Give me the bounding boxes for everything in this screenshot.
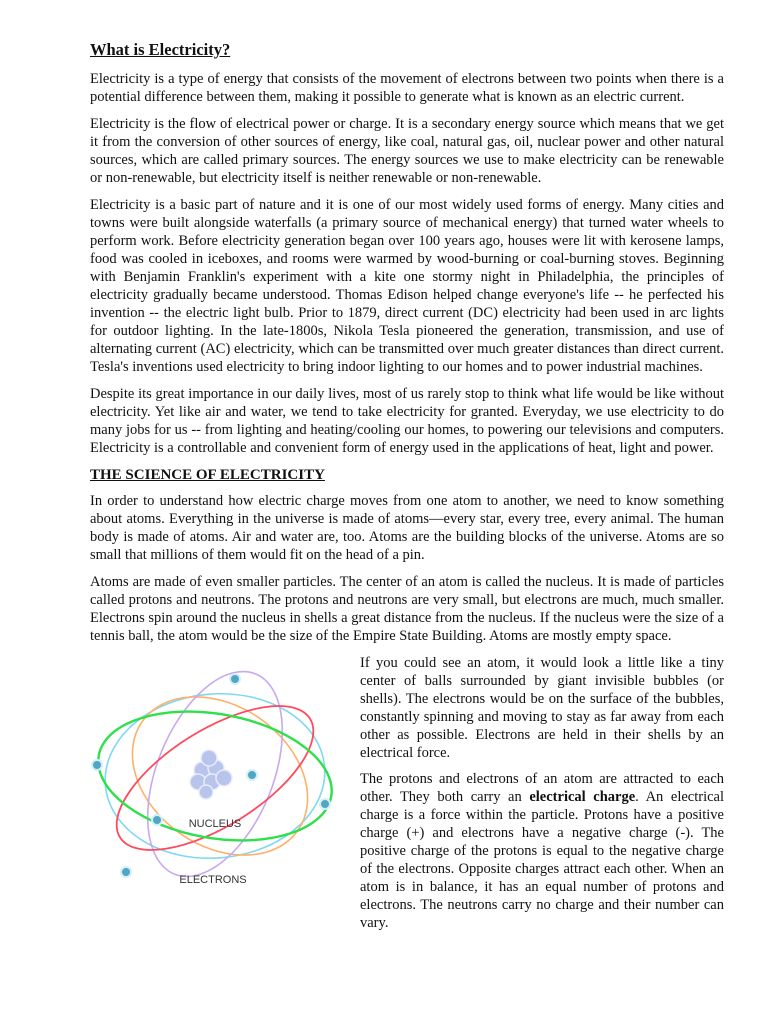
electron [152, 815, 162, 825]
text-run: . An electrical charge is a force within the particle. Protons have a positive charge (+) and electrons have a negative charge (-). The positive charge of the protons is equal to the negative charge of the electrons. Opposite charges attract each other. When an atom is in balance, it has an equal number of protons and electrons. The neutrons carry no charge and their number can vary. [360, 789, 725, 931]
electron [121, 867, 131, 877]
bold-term: electrical charge [529, 789, 636, 805]
paragraph: Electricity is a basic part of nature and it is one of our most widely used forms of energy. Many cities and towns were built alongside waterfalls (a primary source of mechanical energy) that turned water wheels to perform work. Before electricity generation began over 100 years ago, houses were lit with kerosene lamps, food was cooled in iceboxes, and rooms were warmed by wood-burning or coal-burning stoves. Beginning with Benjamin Franklin's experiment with a kite one stormy night in Philadelphia, the principles of electricity gradually became understood. Thomas Edison helped change everyone's life -- he perfected his invention -- the electric light bulb. Prior to 1879, direct current (DC) electricity had been used in arc lights for outdoor lighting. In the late-1800s, Nikola Tesla pioneered the generation, transmission, and use of alternating current (AC) electricity, which can be transmitted over much greater distances than direct current. Tesla's inventions used electricity to bring indoor lighting to our homes and to power industrial machines. [90, 197, 724, 375]
right-column [360, 654, 724, 940]
nucleus-label: NUCLEUS [188, 818, 242, 830]
page-title: What is Electricity? [90, 40, 231, 59]
text-run: The protons and electrons of an atom are attracted to each other. They both carry an [360, 771, 724, 805]
electron [92, 760, 102, 770]
paragraph: Atoms are made of even smaller particles. The center of an atom is called the nucleus. It is made of particles called protons and neutrons. The protons and neutrons are very small, but electrons are much, much smaller. Electrons spin around the nucleus in shells a great distance from the nucleus. If the nucleus were the size of a tennis ball, the atom would be the size of the Empire State Building. Atoms are mostly empty space. [90, 574, 724, 644]
atom-diagram-svg [90, 666, 340, 896]
electron [230, 674, 240, 684]
nucleus-particle [216, 770, 232, 786]
section-heading: THE SCIENCE OF ELECTRICITY [90, 467, 325, 483]
atom-diagram [90, 666, 340, 896]
paragraph: If you could see an atom, it would look a little like a tiny center of balls surrounded by giant invisible bubbles (or shells). The electrons would be on the surface of the bubbles, constantly spinning and moving to stay as far away from each other as possible. Electrons are held in their shells by an electrical force. [360, 655, 724, 761]
nucleus-cluster [190, 750, 232, 799]
figure-and-text [90, 654, 724, 944]
electrons-label: ELECTRONS [179, 874, 247, 886]
paragraph: Electricity is the flow of electrical power or charge. It is a secondary energy source which means that we get it from the conversion of other sources of energy, like coal, natural gas, oil, nuclear power and other natural sources, which are called primary sources. The energy sources we use to make electricity can be renewable or non-renewable, but electricity itself is neither renewable or non-renewable. [90, 116, 724, 186]
paragraph: In order to understand how electric charge moves from one atom to another, we need to know something about atoms. Everything in the universe is made of atoms—every star, every tree, every animal. The human body is made of atoms. Air and water are, too. Atoms are the building blocks of the universe. Atoms are so small that millions of them would fit on the head of a pin. [90, 493, 724, 563]
paragraph: Electricity is a type of energy that consists of the movement of electrons between two points when there is a potential difference between them, making it possible to generate what is known as an electric current. [90, 71, 724, 105]
paragraph: Despite its great importance in our daily lives, most of us rarely stop to think what life would be like without electricity. Yet like air and water, we tend to take electricity for granted. Everyday, we use electricity to do many jobs for us -- from lighting and heating/cooling our homes, to powering our televisions and computers. Electricity is a controllable and convenient form of energy used in the applications of heat, light and power. [90, 386, 724, 456]
electron [320, 799, 330, 809]
paragraph-electrical-charge [360, 770, 724, 932]
document-page [90, 40, 724, 944]
electron [247, 770, 257, 780]
nucleus-particle [201, 750, 217, 766]
nucleus-particle [199, 785, 213, 799]
